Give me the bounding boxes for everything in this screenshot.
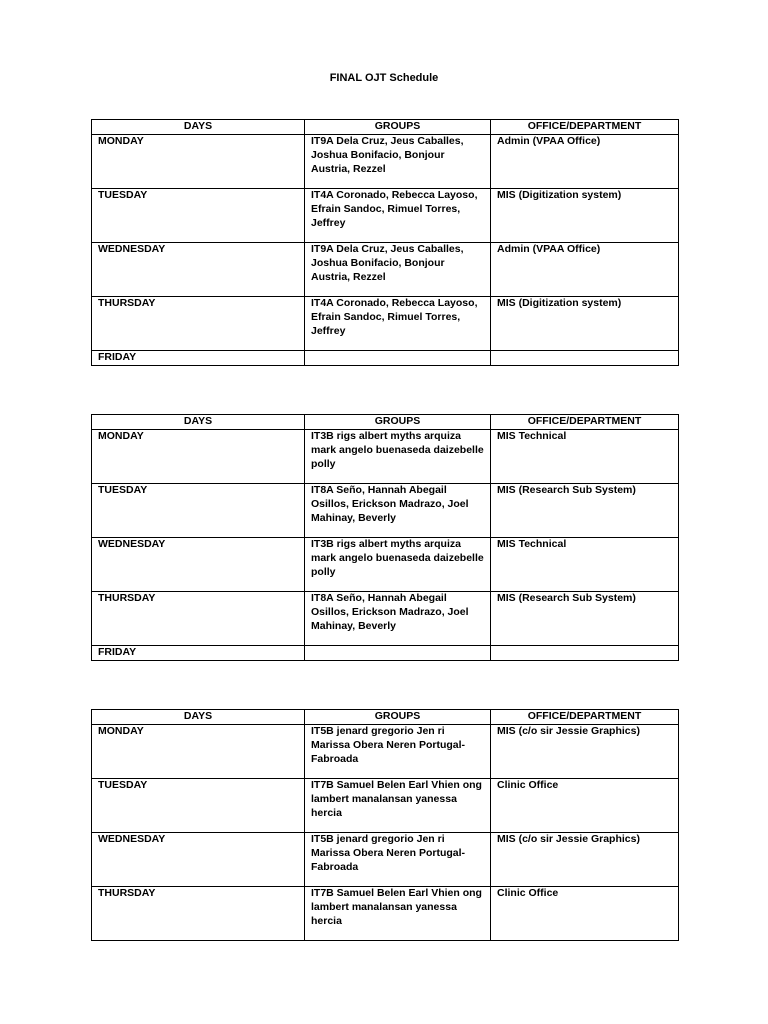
office-cell: MIS (c/o sir Jessie Graphics) <box>491 833 679 887</box>
office-cell: Admin (VPAA Office) <box>491 243 679 297</box>
group-cell: IT7B Samuel Belen Earl Vhien ong lambert manalansan yanessa hercia <box>305 887 491 941</box>
table-row <box>92 779 679 833</box>
office-cell: MIS Technical <box>491 430 679 484</box>
day-cell: MONDAY <box>92 725 305 779</box>
day-cell: TUESDAY <box>92 484 305 538</box>
day-cell: MONDAY <box>92 135 305 189</box>
groups-header: GROUPS <box>305 415 491 430</box>
group-cell <box>305 646 491 661</box>
schedule-table-2 <box>91 414 679 661</box>
table-row <box>92 592 679 646</box>
table-row <box>92 646 679 661</box>
table-header-row <box>92 710 679 725</box>
office-cell: MIS Technical <box>491 538 679 592</box>
day-cell: WEDNESDAY <box>92 538 305 592</box>
schedule-table-3 <box>91 709 679 941</box>
day-cell: FRIDAY <box>92 351 305 366</box>
office-cell: Clinic Office <box>491 779 679 833</box>
day-cell: TUESDAY <box>92 779 305 833</box>
office-cell: MIS (Research Sub System) <box>491 592 679 646</box>
group-cell: IT9A Dela Cruz, Jeus Caballes, Joshua Bonifacio, Bonjour Austria, Rezzel <box>305 243 491 297</box>
table-row <box>92 887 679 941</box>
groups-header: GROUPS <box>305 710 491 725</box>
group-cell: IT3B rigs albert myths arquiza mark angelo buenaseda daizebelle polly <box>305 430 491 484</box>
office-cell: Clinic Office <box>491 887 679 941</box>
group-cell: IT3B rigs albert myths arquiza mark angelo buenaseda daizebelle polly <box>305 538 491 592</box>
group-cell: IT9A Dela Cruz, Jeus Caballes, Joshua Bonifacio, Bonjour Austria, Rezzel <box>305 135 491 189</box>
day-cell: TUESDAY <box>92 189 305 243</box>
days-header: DAYS <box>92 415 305 430</box>
office-header: OFFICE/DEPARTMENT <box>491 710 679 725</box>
day-cell: MONDAY <box>92 430 305 484</box>
group-cell <box>305 351 491 366</box>
office-cell <box>491 646 679 661</box>
table-row <box>92 833 679 887</box>
table-header-row <box>92 415 679 430</box>
table-row <box>92 351 679 366</box>
group-cell: IT8A Seño, Hannah Abegail Osillos, Erickson Madrazo, Joel Mahinay, Beverly <box>305 592 491 646</box>
office-header: OFFICE/DEPARTMENT <box>491 415 679 430</box>
group-cell: IT8A Seño, Hannah Abegail Osillos, Erickson Madrazo, Joel Mahinay, Beverly <box>305 484 491 538</box>
table-row <box>92 430 679 484</box>
day-cell: THURSDAY <box>92 592 305 646</box>
office-cell: MIS (Digitization system) <box>491 189 679 243</box>
table-row <box>92 725 679 779</box>
day-cell: FRIDAY <box>92 646 305 661</box>
table-row <box>92 189 679 243</box>
office-cell: MIS (Research Sub System) <box>491 484 679 538</box>
day-cell: THURSDAY <box>92 297 305 351</box>
groups-header: GROUPS <box>305 120 491 135</box>
office-cell: MIS (c/o sir Jessie Graphics) <box>491 725 679 779</box>
days-header: DAYS <box>92 120 305 135</box>
table-row <box>92 243 679 297</box>
office-cell <box>491 351 679 366</box>
table-row <box>92 484 679 538</box>
table-row <box>92 538 679 592</box>
table-row <box>92 135 679 189</box>
document-title: FINAL OJT Schedule <box>329 72 439 84</box>
days-header: DAYS <box>92 710 305 725</box>
group-cell: IT4A Coronado, Rebecca Layoso, Efrain Sandoc, Rimuel Torres, Jeffrey <box>305 297 491 351</box>
office-cell: MIS (Digitization system) <box>491 297 679 351</box>
group-cell: IT5B jenard gregorio Jen ri Marissa Obera Neren Portugal-Fabroada <box>305 725 491 779</box>
day-cell: WEDNESDAY <box>92 243 305 297</box>
day-cell: THURSDAY <box>92 887 305 941</box>
schedule-table-1 <box>91 119 679 366</box>
table-row <box>92 297 679 351</box>
day-cell: WEDNESDAY <box>92 833 305 887</box>
group-cell: IT7B Samuel Belen Earl Vhien ong lambert manalansan yanessa hercia <box>305 779 491 833</box>
table-header-row <box>92 120 679 135</box>
group-cell: IT4A Coronado, Rebecca Layoso, Efrain Sandoc, Rimuel Torres, Jeffrey <box>305 189 491 243</box>
office-cell: Admin (VPAA Office) <box>491 135 679 189</box>
office-header: OFFICE/DEPARTMENT <box>491 120 679 135</box>
group-cell: IT5B jenard gregorio Jen ri Marissa Obera Neren Portugal-Fabroada <box>305 833 491 887</box>
